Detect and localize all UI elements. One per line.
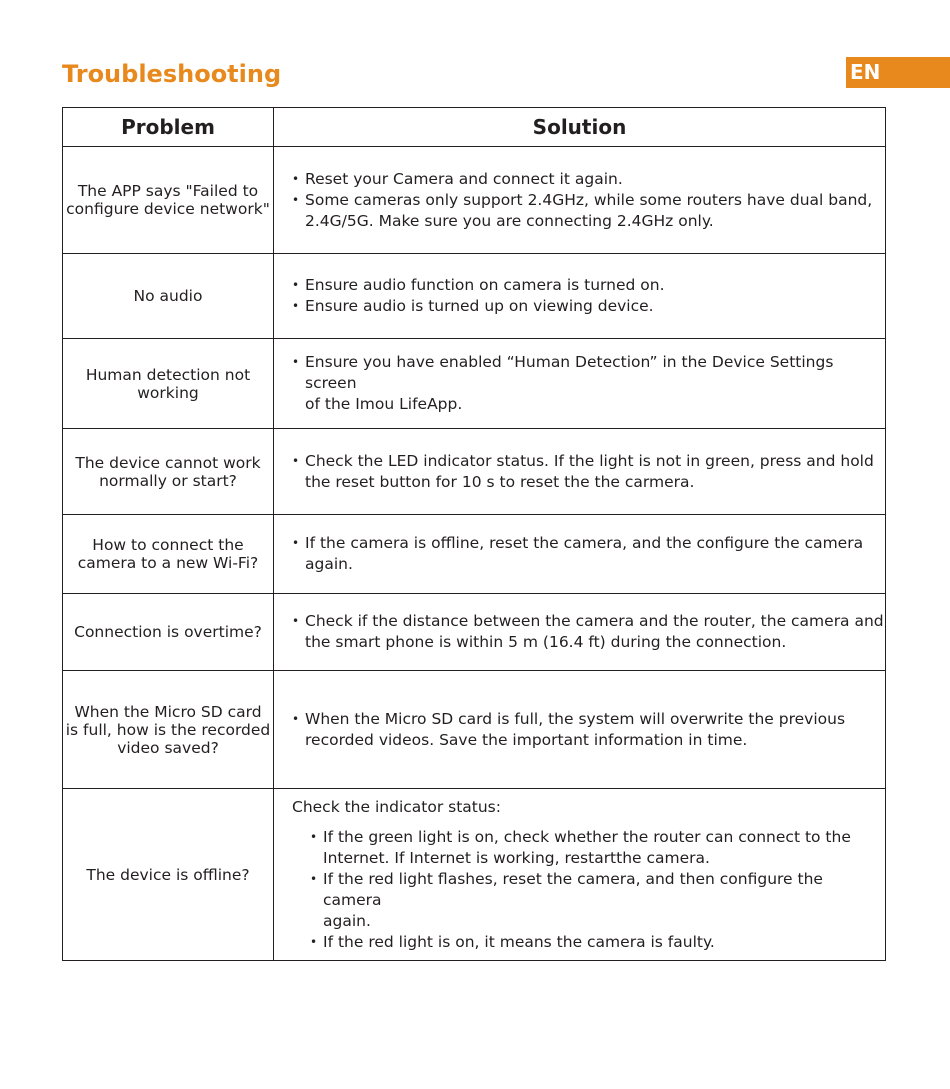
solution-list — [292, 352, 885, 415]
solution-item: • If the camera is offline, reset the camera, and the configure the camera again. — [292, 533, 885, 575]
column-header-problem: Problem — [63, 108, 274, 147]
table-header-row — [63, 108, 886, 147]
problem-cell: Connection is overtime? — [63, 594, 274, 671]
solution-cell — [274, 429, 886, 515]
problem-cell: How to connect the camera to a new Wi-Fi? — [63, 515, 274, 594]
table-row — [63, 515, 886, 594]
problem-cell: No audio — [63, 254, 274, 339]
solution-cell — [274, 594, 886, 671]
table-row — [63, 147, 886, 254]
solution-list — [292, 275, 885, 317]
page-title: Troubleshooting — [62, 60, 282, 88]
solution-list — [292, 169, 885, 232]
problem-cell: When the Micro SD card is full, how is the recorded video saved? — [63, 671, 274, 789]
solution-item: • Check if the distance between the camera and the router, the camera and the smart phone is within 5 m (16.4 ft) during the connection. — [292, 611, 885, 653]
solution-cell — [274, 789, 886, 961]
solution-list — [292, 533, 885, 575]
solution-list — [292, 827, 885, 953]
solution-cell — [274, 147, 886, 254]
problem-cell: Human detection not working — [63, 339, 274, 429]
solution-item: • Ensure you have enabled “Human Detection” in the Device Settings screen of the Imou LifeApp. — [292, 352, 885, 415]
problem-cell: The device cannot work normally or start? — [63, 429, 274, 515]
table-row — [63, 339, 886, 429]
solution-item: • When the Micro SD card is full, the system will overwrite the previous recorded videos. Save the important information in time. — [292, 709, 885, 751]
solution-lead-text: Check the indicator status: — [292, 797, 501, 816]
solution-list — [292, 611, 885, 653]
solution-list — [292, 709, 885, 751]
troubleshooting-table — [62, 107, 886, 961]
column-header-solution: Solution — [274, 108, 886, 147]
solution-item: • If the red light flashes, reset the camera, and then configure the camera again. — [310, 869, 885, 932]
table-row — [63, 254, 886, 339]
solution-item: • If the green light is on, check whether the router can connect to the Internet. If Internet is working, restartthe camera. — [310, 827, 885, 869]
solution-cell — [274, 515, 886, 594]
solution-item: • Some cameras only support 2.4GHz, while some routers have dual band, 2.4G/5G. Make sure you are connecting 2.4GHz only. — [292, 190, 885, 232]
solution-item: • Ensure audio function on camera is turned on. — [292, 275, 885, 296]
problem-cell: The device is offline? — [63, 789, 274, 961]
table-row — [63, 789, 886, 961]
solution-item: • If the red light is on, it means the camera is faulty. — [310, 932, 885, 953]
language-badge: EN — [846, 57, 950, 88]
problem-cell: The APP says "Failed to configure device network" — [63, 147, 274, 254]
solution-item: • Ensure audio is turned up on viewing device. — [292, 296, 885, 317]
table-row — [63, 429, 886, 515]
solution-cell — [274, 671, 886, 789]
solution-item: • Reset your Camera and connect it again. — [292, 169, 885, 190]
table-row — [63, 671, 886, 789]
solution-list — [292, 451, 885, 493]
table-row — [63, 594, 886, 671]
solution-cell — [274, 339, 886, 429]
solution-item: • Check the LED indicator status. If the light is not in green, press and hold the reset button for 10 s to reset the the carmera. — [292, 451, 885, 493]
solution-cell — [274, 254, 886, 339]
